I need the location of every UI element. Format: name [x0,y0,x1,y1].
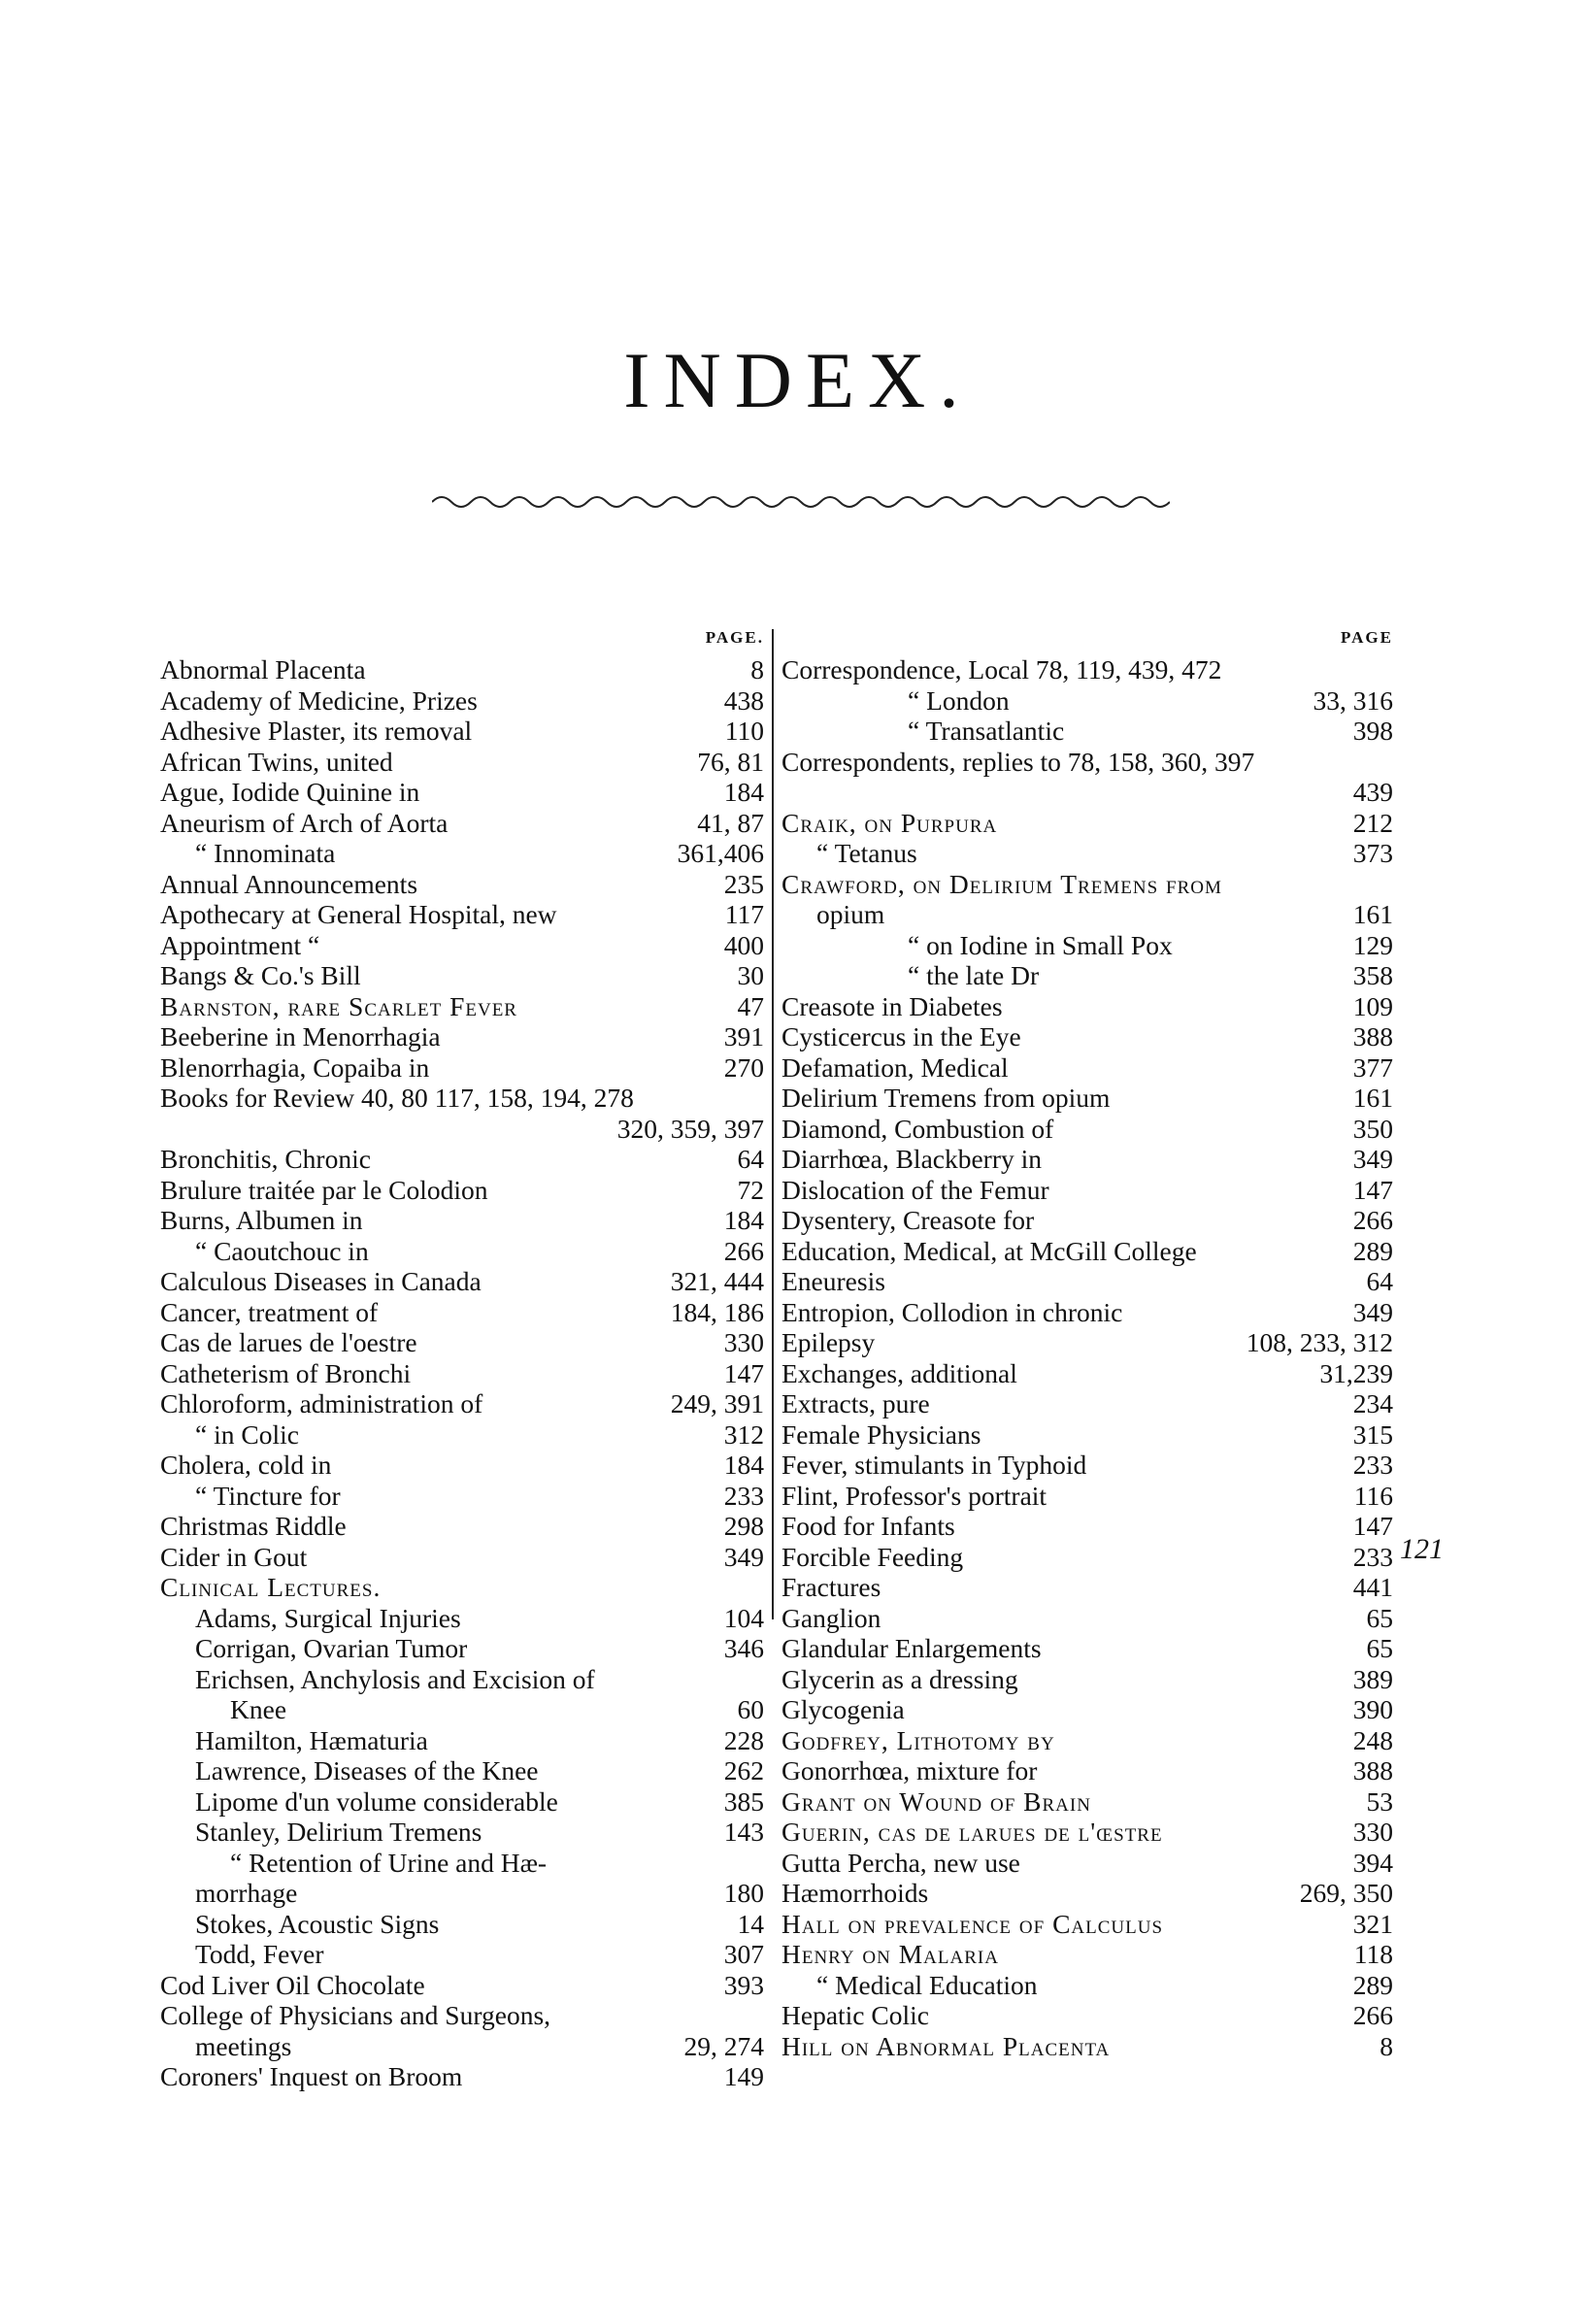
index-entry-term: Defamation, Medical [781,1051,1009,1083]
index-entry-pages: 233 [1352,1450,1393,1480]
index-entry-term: Fractures [781,1572,881,1602]
index-entry-pages: 41, 87 [697,807,764,838]
index-entry-term: Barnston, rare Scarlet Fever [160,990,517,1021]
index-entry [781,1419,1393,1451]
index-entry-pages: 349 [1352,1296,1393,1327]
index-entry-pages: 388 [1352,1021,1393,1051]
index-entry [160,1144,764,1175]
index-entry-pages: 248 [1352,1724,1393,1755]
index-entry-term: Aneurism of Arch of Aorta [160,807,449,838]
index-entry-term: Crawford, on Delirium Tremens from [781,868,1222,899]
index-entry-term: Annual Announcements [160,868,418,899]
index-entry-term: Correspondents, replies to 78, 158, 360, 397 [781,746,1255,777]
index-entry-term: “ in Colic [195,1418,299,1450]
index-entry [160,654,764,685]
index-entry-pages: 400 [723,929,764,960]
index-entry-pages: 60 [737,1694,764,1724]
index-entry-term: Godfrey, Lithotomy by [781,1724,1055,1755]
index-entry-pages: 31,239 [1319,1357,1393,1388]
index-entry [160,1481,764,1512]
index-entry-pages: 65 [1366,1633,1393,1663]
index-entry [781,1114,1393,1145]
index-entry [160,1909,764,1940]
index-entry-pages: 30 [737,960,764,990]
index-entry [781,1052,1393,1084]
index-entry [160,1633,764,1664]
index-entry [781,685,1393,717]
index-entry [160,930,764,961]
index-entry [781,899,1393,930]
index-entry-pages: 270 [723,1051,764,1083]
index-entry-pages: 234 [1352,1388,1393,1418]
index-entry-term: Education, Medical, at McGill College [781,1235,1197,1266]
index-entry-term: Chloroform, administration of [160,1388,483,1418]
index-entry-term: Cider in Gout [160,1541,308,1572]
index-entry-term: Ague, Iodide Quinine in [160,777,420,807]
index-entry-pages: 439 [1352,777,1393,807]
index-entry [160,1205,764,1236]
index-entry-pages: 147 [1352,1174,1393,1205]
index-entry [781,747,1393,778]
index-entry-pages: 212 [1352,807,1393,838]
index-entry [160,685,764,717]
index-entry-term: “ London [908,684,1010,716]
index-entry [160,777,764,808]
index-entry [160,1236,764,1267]
index-entry [781,1848,1393,1879]
index-entry-pages: 358 [1352,960,1393,990]
index-entry [781,2031,1393,2062]
index-entry-pages: 65 [1366,1602,1393,1633]
index-entry-pages: 53 [1366,1785,1393,1817]
index-entry-pages: 393 [723,1969,764,2000]
index-entry-pages: 330 [723,1327,764,1357]
index-entry-term: Fever, stimulants in Typhoid [781,1450,1087,1480]
index-entry-term: African Twins, united [160,746,393,777]
index-entry-pages: 266 [1352,1205,1393,1235]
index-entry-term: Extracts, pure [781,1388,930,1418]
index-entry [160,1755,764,1786]
index-entry-term: Grant on Wound of Brain [781,1785,1091,1817]
index-entry [160,1419,764,1451]
index-entry-term: Books for Review 40, 80 117, 158, 194, 278 [160,1083,634,1113]
index-entry-pages: 321 [1352,1908,1393,1939]
index-entry-pages: 184 [723,777,764,807]
index-entry-term: Hepatic Colic [781,2000,929,2030]
index-entry-term: Food for Infants [781,1511,955,1541]
index-entry [781,991,1393,1022]
index-entry [781,1236,1393,1267]
index-entry-pages: 8 [750,654,764,684]
index-entry-pages: 349 [723,1541,764,1572]
index-entry-pages: 33, 316 [1313,684,1393,716]
index-entry-pages: 350 [1352,1113,1393,1144]
index-entry-pages: 147 [1352,1511,1393,1541]
index-entry-term: “ on Iodine in Small Pox [908,929,1173,960]
index-entry-term: Brulure traitée par le Colodion [160,1174,488,1205]
index-entry [160,1052,764,1084]
index-entry-term: Hall on prevalence of Calculus [781,1908,1164,1939]
index-entry-term: Catheterism of Bronchi [160,1357,412,1388]
index-entry [160,1694,764,1725]
index-entry-term: Creasote in Diabetes [781,990,1003,1021]
index-entry-pages: 184 [723,1450,764,1480]
index-entry [781,654,1393,685]
index-entry-pages: 269, 350 [1299,1878,1393,1908]
index-entry-term: “ Retention of Urine and Hæ- [230,1847,548,1878]
index-entry-term: Todd, Fever [195,1939,324,1969]
index-entry [160,991,764,1022]
index-entry [160,1970,764,2001]
index-entry-term: Academy of Medicine, Prizes [160,684,478,716]
index-entry-term: Bangs & Co.'s Bill [160,960,361,990]
index-entry-pages: 307 [723,1939,764,1969]
index-entry-term: Craik, on Purpura [781,807,998,838]
index-entry-term: Exchanges, additional [781,1357,1017,1388]
index-entry-term: Diarrhœa, Blackberry in [781,1144,1043,1174]
index-entry-term: Cancer, treatment of [160,1296,379,1327]
index-entry [160,1388,764,1419]
index-entry [781,1511,1393,1542]
index-entry-pages: 110 [724,716,764,746]
index-entry-term: morrhage [195,1878,298,1908]
index-entry [160,1603,764,1634]
index-entry-pages: 180 [723,1878,764,1908]
index-entries-right [781,654,1393,2061]
index-entry-pages: 391 [723,1021,764,1051]
index-entry-term: “ the late Dr [908,960,1040,990]
index-entry [160,808,764,839]
index-entry [781,960,1393,991]
index-entry-term: meetings [195,2030,292,2061]
index-entry-pages: 289 [1352,1235,1393,1266]
index-entry-pages: 249, 391 [670,1388,764,1418]
index-entry-term: Stokes, Acoustic Signs [195,1908,440,1939]
index-entry-pages: 104 [723,1602,764,1633]
index-entry-pages: 346 [723,1633,764,1663]
index-entry [781,1144,1393,1175]
index-entry [160,747,764,778]
column-divider [772,629,774,1619]
index-entry [160,1939,764,1970]
index-entry-term: “ Transatlantic [908,716,1065,746]
index-entry-pages: 266 [723,1235,764,1266]
index-entry [160,1266,764,1297]
index-entry-term: Hamilton, Hæmaturia [195,1724,428,1755]
index-entry-pages: 76, 81 [697,746,764,777]
index-entry-pages: 262 [723,1755,764,1785]
index-entry-pages: 8 [1380,2030,1393,2061]
index-entry-pages: 438 [723,684,764,716]
index-entry-pages: 312 [723,1418,764,1450]
index-entry-term: Glandular Enlargements [781,1633,1042,1663]
index-entry-term: “ Innominata [195,838,336,868]
index-entry [781,1266,1393,1297]
index-entry-term: Christmas Riddle [160,1511,347,1541]
index-entry-pages: 29, 274 [683,2030,764,2061]
index-entry-term: Adhesive Plaster, its removal [160,716,473,746]
index-entry-term: Hill on Abnormal Placenta [781,2030,1111,2061]
index-entry [160,716,764,747]
index-entry-term: Gonorrhœa, mixture for [781,1755,1038,1785]
index-entry [781,1450,1393,1481]
index-entry-pages: 298 [723,1511,764,1541]
index-entry [160,1083,764,1114]
index-entry [781,808,1393,839]
index-entry-pages: 390 [1352,1694,1393,1724]
index-entry-term: Ganglion [781,1602,881,1633]
page-column-header: PAGE [1341,628,1393,647]
index-entry [781,1358,1393,1389]
index-entry-pages: 116 [1353,1480,1393,1511]
index-entry-pages: 109 [1352,990,1393,1021]
index-entry [781,1297,1393,1328]
index-entry-term: Hæmorrhoids [781,1878,929,1908]
index-entry [781,716,1393,747]
index-entry-term: Clinical Lectures. [160,1572,382,1602]
index-entry-term: “ Caoutchouc in [195,1235,369,1266]
index-column-left [160,621,764,2092]
index-entry [781,1970,1393,2001]
index-entry [160,1878,764,1909]
index-entry-pages: 389 [1352,1663,1393,1694]
index-entry [781,1021,1393,1052]
index-entry-term: Dysentery, Creasote for [781,1205,1035,1235]
index-entry-term: “ Tetanus [816,838,917,868]
index-entry [160,1725,764,1756]
index-entry [781,869,1393,900]
index-entry [160,1817,764,1848]
index-entry [160,1114,764,1145]
index-entry [781,1481,1393,1512]
index-entry-term: Blenorrhagia, Copaiba in [160,1051,430,1083]
index-entry [160,1175,764,1206]
index-entry-pages: 330 [1352,1817,1393,1847]
index-entry-term: Apothecary at General Hospital, new [160,899,557,929]
index-entry [160,960,764,991]
index-entry [160,838,764,869]
index-entry-term: Henry on Malaria [781,1939,999,1969]
index-entry-term: Correspondence, Local 78, 119, 439, 472 [781,654,1222,684]
index-entry [781,1572,1393,1603]
index-entry-pages: 184, 186 [670,1296,764,1327]
index-entry-term: Calculous Diseases in Canada [160,1266,482,1296]
index-entry [781,1205,1393,1236]
index-entry-term: Cholera, cold in [160,1450,332,1480]
page-column-header: PAGE. [705,628,764,647]
index-entry-pages: 315 [1352,1418,1393,1450]
index-entry [781,1603,1393,1634]
index-entry-term: Knee [230,1694,287,1724]
index-entry [160,1542,764,1573]
index-entry-pages: 143 [723,1817,764,1847]
index-entry-term: Beeberine in Menorrhagia [160,1021,441,1051]
index-entries-left [160,654,764,2092]
index-entry [160,1786,764,1818]
index-entry-term: Burns, Albumen in [160,1205,363,1235]
index-entry-pages: 117 [724,899,764,929]
index-entry [781,1083,1393,1114]
index-entry-term: Delirium Tremens from opium [781,1083,1111,1113]
index-entry-term: “ Tincture for [195,1480,341,1511]
index-entry-term: Corrigan, Ovarian Tumor [195,1633,468,1663]
index-entry-term: “ Medical Education [816,1969,1038,2000]
index-entry [160,1450,764,1481]
index-entry [781,1878,1393,1909]
handwritten-margin-note: 121 [1400,1533,1444,1565]
index-entry [781,1175,1393,1206]
page-title: INDEX. [623,336,973,424]
index-entry-term: Epilepsy [781,1327,876,1357]
index-entry [781,1786,1393,1818]
index-column-right [781,621,1393,2061]
index-entry-term: Cas de larues de l'oestre [160,1327,417,1357]
index-entry-pages: 149 [723,2061,764,2091]
index-entry [160,869,764,900]
index-entry [781,1664,1393,1695]
index-entry-term: Glycogenia [781,1694,905,1724]
index-entry-pages: 118 [1353,1939,1393,1969]
index-entry [781,930,1393,961]
index-entry-pages: 398 [1352,716,1393,746]
index-entry-pages: 235 [723,868,764,899]
index-entry-term: Abnormal Placenta [160,654,366,684]
index-entry [781,1542,1393,1573]
index-entry [160,1664,764,1695]
index-entry-pages: 228 [723,1724,764,1755]
index-entry-pages: 233 [1352,1541,1393,1572]
index-entry [160,1021,764,1052]
index-entry [781,1817,1393,1848]
index-entry-pages: 377 [1352,1051,1393,1083]
index-entry [781,1755,1393,1786]
index-entry-term: Entropion, Collodion in chronic [781,1296,1123,1327]
index-entry-term: Dislocation of the Femur [781,1174,1049,1205]
index-entry-pages: 441 [1352,1572,1393,1602]
index-entry-pages: 108, 233, 312 [1246,1327,1393,1357]
index-entry [160,1358,764,1389]
index-entry [160,1297,764,1328]
index-entry-pages: 388 [1352,1755,1393,1785]
index-entry [781,777,1393,808]
index-entry-pages: 321, 444 [670,1266,764,1296]
index-entry-pages: 64 [737,1144,764,1174]
index-entry-pages: 129 [1352,929,1393,960]
index-entry-pages: 349 [1352,1144,1393,1174]
index-entry-term: Coroners' Inquest on Broom [160,2061,463,2091]
index-entry [781,1939,1393,1970]
index-entry-term: Stanley, Delirium Tremens [195,1817,482,1847]
index-entry-term: Adams, Surgical Injuries [195,1602,461,1633]
index-entry [160,2000,764,2031]
index-entry-pages: 72 [737,1174,764,1205]
index-entry-term: Flint, Professor's portrait [781,1480,1047,1511]
index-entry-term: College of Physicians and Surgeons, [160,2000,551,2030]
index-entry-term: Diamond, Combustion of [781,1113,1054,1144]
index-entry-pages: 289 [1352,1969,1393,2000]
index-entry-term: Appointment “ [160,929,320,960]
index-entry-pages: 147 [723,1357,764,1388]
index-entry-term: Erichsen, Anchylosis and Excision of [195,1663,595,1694]
index-entry-term: Glycerin as a dressing [781,1663,1018,1694]
index-entry-pages: 161 [1352,899,1393,929]
index-entry-term: Bronchitis, Chronic [160,1144,371,1174]
index-entry-term: opium [816,899,885,929]
index-entry [781,838,1393,869]
index-entry-pages: 47 [737,990,764,1021]
index-entry-pages: 266 [1352,2000,1393,2030]
index-entry [781,2000,1393,2031]
index-entry [160,2031,764,2062]
index-entry-pages: 14 [737,1908,764,1939]
index-entry [781,1909,1393,1940]
index-entry-term: Forcible Feeding [781,1541,964,1572]
index-entry-pages: 320, 359, 397 [616,1113,764,1144]
index-entry-term: Guerin, cas de larues de l'œstre [781,1817,1163,1847]
index-entry-term: Cod Liver Oil Chocolate [160,1969,425,2000]
index-entry-pages: 184 [723,1205,764,1235]
index-entry-term: Cysticercus in the Eye [781,1021,1021,1051]
index-entry [160,1848,764,1879]
index-entry-pages: 373 [1352,838,1393,868]
index-entry-term: Female Physicians [781,1418,981,1450]
index-entry-pages: 394 [1352,1847,1393,1878]
index-entry [160,1511,764,1542]
index-entry-pages: 361,406 [677,838,764,868]
index-entry-pages: 385 [723,1785,764,1817]
index-entry-pages: 233 [723,1480,764,1511]
decorative-wavy-rule [432,487,1170,517]
index-entry-term: Eneuresis [781,1266,885,1296]
index-entry [781,1388,1393,1419]
index-entry [781,1633,1393,1664]
index-entry [160,1572,764,1603]
index-entry [781,1725,1393,1756]
index-entry [160,899,764,930]
index-entry-term: Lawrence, Diseases of the Knee [195,1755,539,1785]
index-entry [781,1327,1393,1358]
index-entry-pages: 161 [1352,1083,1393,1113]
index-entry [160,1327,764,1358]
index-entry [781,1694,1393,1725]
index-entry [160,2061,764,2092]
index-entry-pages: 64 [1366,1266,1393,1296]
index-entry-term: Gutta Percha, new use [781,1847,1020,1878]
index-entry-term: Lipome d'un volume considerable [195,1785,558,1817]
